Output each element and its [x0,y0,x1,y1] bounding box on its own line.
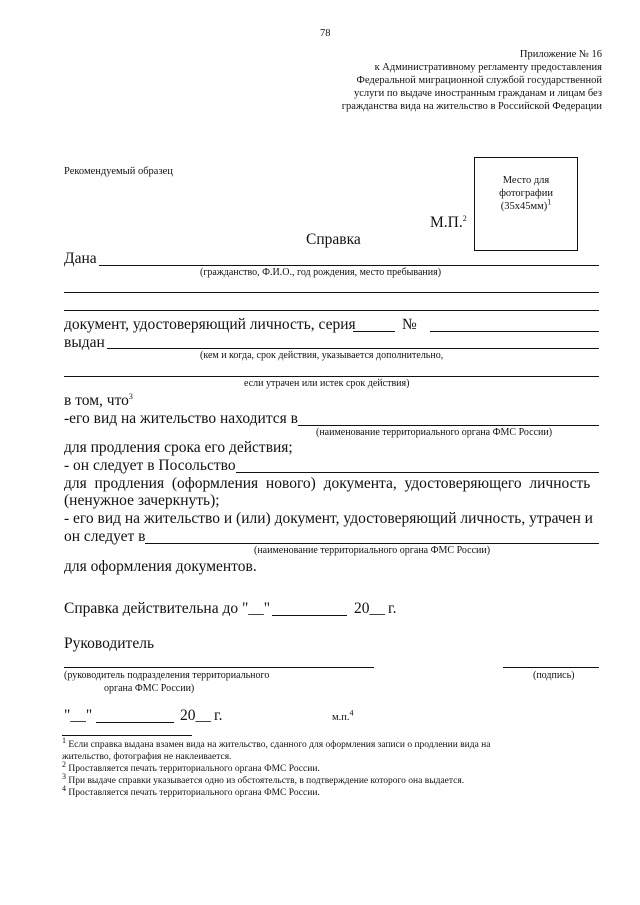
id-series-field[interactable] [353,331,395,332]
page-number: 78 [320,28,331,39]
validity-month-field[interactable] [272,615,347,616]
photo-label-line1: Место для [502,175,550,186]
head-hint-line1: (руководитель подразделения территориального [64,670,270,681]
footnote-item: жительство, фотография не наклеивается. [62,752,232,762]
appendix-title: Приложение № 16 [519,49,602,60]
issued-to-field[interactable] [99,265,599,266]
validity-year-suffix: г. [388,600,397,617]
in-that-label: в том, что$^3$ [64,391,133,409]
footnote-ref: 4 [349,708,354,718]
signature-field[interactable] [503,667,599,668]
lost-text-line2: он следует в [64,528,146,545]
date-day: "__" [64,707,93,724]
footnote-ref: 1 [547,197,552,207]
footnote-item: $^1$ Если справка выдана взамен вида на жительство, сданного для оформления записи о продлении вида на [62,735,491,750]
issued-by-field[interactable] [107,348,599,349]
head-label: Руководитель [64,635,155,652]
issued-by-hint: (кем и когда, срок действия, указывается дополнительно, [200,350,444,361]
head-hint-line2: органа ФМС России) [104,683,195,694]
issued-by-hint-2: если утрачен или истек срок действия) [244,378,410,389]
footnote-ref: 3 [128,391,133,401]
residence-location-field[interactable] [298,425,599,426]
appendix-line: гражданства вида на жительство в Российской Федерации [341,101,602,112]
appendix-line: услуги по выдаче иностранным гражданам и лицам без [353,88,602,99]
appendix-line: к Административному регламенту предоставления [374,62,602,73]
photo-label-line3: (35x45мм) [500,201,548,212]
issued-by-label: выдан [64,334,105,351]
stamp-label: М.П. [430,214,463,231]
residence-location-label: -его вид на жительство находится в [64,410,298,427]
footnote-ref: 2 [462,213,467,223]
issued-to-label: Дана [64,250,97,267]
photo-label-line2: фотографии [499,188,553,199]
fms-body-hint-2: (наименование территориального органа ФМС России) [254,545,491,556]
id-number-field[interactable] [430,331,599,332]
footnote-item: $^2$ Проставляется печать территориального органа ФМС России. [62,759,320,774]
number-sign: № [402,316,417,333]
blank-line[interactable] [64,292,599,293]
fms-body-hint: (наименование территориального органа ФМС России) [316,427,553,438]
date-month-field[interactable] [96,722,174,723]
for-documents-text: для оформления документов. [64,558,257,575]
issued-to-hint: (гражданство, Ф.И.О., год рождения, место пребывания) [200,267,442,278]
blank-line[interactable] [64,310,599,311]
stamp-mark-bottom: м.п.$^4$ [332,708,354,723]
embassy-label: - он следует в Посольство [64,457,236,474]
photo-placeholder [474,157,578,251]
document-title: Справка [306,231,361,248]
footnote-item: $^3$ При выдаче справки указывается одно из обстоятельств, в подтверждение которого она выдается. [62,771,465,786]
signature-hint: (подпись) [533,670,575,681]
date-year: 20__ [180,707,211,724]
embassy-field[interactable] [236,472,599,473]
validity-label: Справка действительна до "__" [64,600,271,617]
recommended-sample-label: Рекомендуемый образец [64,166,173,177]
footnote-separator [62,735,192,736]
lost-destination-field[interactable] [145,543,599,544]
validity-year: 20__ [354,600,385,617]
lost-text-line1: - его вид на жительство и (или) документ, удостоверяющий личность, утрачен и [64,510,593,527]
head-name-field[interactable] [64,667,374,668]
date-year-suffix: г. [214,707,223,724]
blank-line[interactable] [64,376,599,377]
renewal-text-line1: для продления (оформления нового) документа, удостоверяющего личность [64,475,591,492]
id-document-label: документ, удостоверяющий личность, серия [64,316,356,333]
appendix-line: Федеральной миграционной службой государственной [356,75,602,86]
stamp-place [430,214,467,232]
footnote-item: $^4$ Проставляется печать территориального органа ФМС России. [62,783,320,798]
for-extension-text: для продления срока его действия; [64,439,293,456]
renewal-text-line2: (ненужное зачеркнуть); [64,492,220,509]
appendix-header [310,48,602,113]
footnotes [62,735,602,799]
